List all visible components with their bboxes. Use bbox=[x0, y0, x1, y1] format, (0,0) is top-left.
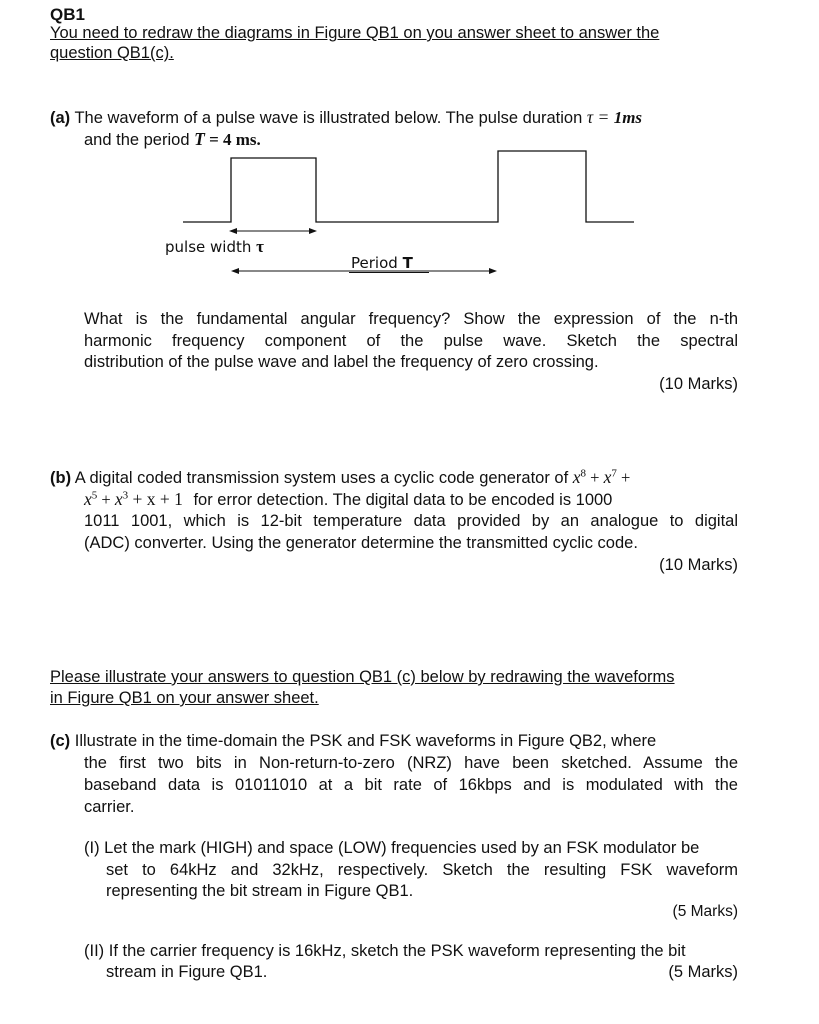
part-c-sub2-line-2: stream in Figure QB1. bbox=[106, 963, 268, 981]
part-a-tau-value: 1ms bbox=[613, 108, 643, 127]
part-a-tau-eq: τ = bbox=[586, 107, 614, 127]
period-arrowhead-right bbox=[489, 268, 497, 274]
pulse-width-arrowhead-left bbox=[229, 228, 237, 234]
part-a-text-1: The waveform of a pulse wave is illustrated below. The pulse duration bbox=[74, 109, 583, 127]
part-c-sub2-label: (II) bbox=[84, 942, 105, 960]
part-a-question-3: distribution of the pulse wave and label the frequency of zero crossing. bbox=[84, 353, 599, 371]
part-a-period-symbol: T bbox=[194, 129, 205, 149]
part-a-text-2: and the period bbox=[84, 131, 190, 149]
part-c-sub1-marks: (5 Marks) bbox=[672, 903, 738, 920]
part-a-question-2: harmonic frequency component of the pulse wave. Sketch the spectral bbox=[84, 332, 738, 350]
part-c-sub1-line-3: representing the bit stream in Figure QB1. bbox=[106, 882, 414, 900]
part-c-line-3: baseband data is 01011010 at a bit rate of 16kbps and is modulated with the bbox=[84, 776, 738, 794]
part-b-label: (b) bbox=[50, 469, 72, 487]
question-title: QB1 bbox=[50, 5, 85, 24]
pulse-width-label: pulse width τ bbox=[165, 237, 264, 256]
note-line-1: Please illustrate your answers to question QB1 (c) below by redrawing the waveforms bbox=[50, 668, 675, 686]
part-c-sub1-line-1: (I) Let the mark (HIGH) and space (LOW) frequencies used by an FSK modulator be bbox=[84, 839, 700, 857]
part-b-marks: (10 Marks) bbox=[659, 556, 738, 574]
part-a-period-value: = 4 ms. bbox=[204, 130, 261, 149]
part-a-label: (a) bbox=[50, 109, 71, 127]
part-b-text-2: for error detection. The digital data to be encoded is 1000 bbox=[193, 491, 613, 509]
part-b-text-1: A digital coded transmission system uses a cyclic code generator of bbox=[74, 469, 569, 487]
instruction-line-2: question QB1(c). bbox=[50, 44, 174, 62]
pulse-width-tau: τ bbox=[256, 237, 264, 256]
part-c-line-1: (c) Illustrate in the time-domain the PSK and FSK waveforms in Figure QB2, where bbox=[50, 732, 657, 750]
period-label-underline bbox=[349, 272, 429, 273]
part-b-line-4: (ADC) converter. Using the generator determine the transmitted cyclic code. bbox=[84, 534, 638, 552]
part-c-label: (c) bbox=[50, 732, 71, 750]
part-c-sub2-line-1: (II) If the carrier frequency is 16kHz, sketch the PSK waveform representing the bit bbox=[84, 942, 686, 960]
part-c-line-2: the first two bits in Non-return-to-zero (NRZ) have been sketched. Assume the bbox=[84, 754, 738, 772]
part-b-line-2: $x^5 + x^3 + x + 1$ for error detection. The digital data to be encoded is 1000 bbox=[84, 489, 613, 509]
part-b-line-3: 1011 1001, which is 12-bit temperature data provided by an analogue to digital bbox=[84, 512, 738, 530]
period-arrowhead-left bbox=[231, 268, 239, 274]
pulse-width-arrowhead-right bbox=[309, 228, 317, 234]
part-a-question-1: What is the fundamental angular frequency? Show the expression of the n-th bbox=[84, 310, 738, 328]
note-line-2: in Figure QB1 on your answer sheet. bbox=[50, 689, 319, 707]
period-T: T bbox=[402, 254, 413, 272]
part-c-sub2-marks: (5 Marks) bbox=[668, 963, 738, 981]
part-a-marks: (10 Marks) bbox=[659, 375, 738, 393]
part-b-line-1: (b) A digital coded transmission system uses a cyclic code generator of $x^8 + x^7$ + bbox=[50, 467, 631, 487]
part-c-sub1-line-2: set to 64kHz and 32kHz, respectively. Sketch the resulting FSK waveform bbox=[106, 861, 738, 879]
instruction-line-1: You need to redraw the diagrams in Figure QB1 on you answer sheet to answer the bbox=[50, 24, 660, 42]
part-a-line-1 bbox=[50, 107, 750, 130]
part-c-sub1-label: (I) bbox=[84, 839, 100, 857]
pulse-waveform bbox=[183, 151, 634, 222]
part-c-line-4: carrier. bbox=[84, 798, 135, 816]
period-label: Period T bbox=[351, 254, 413, 272]
